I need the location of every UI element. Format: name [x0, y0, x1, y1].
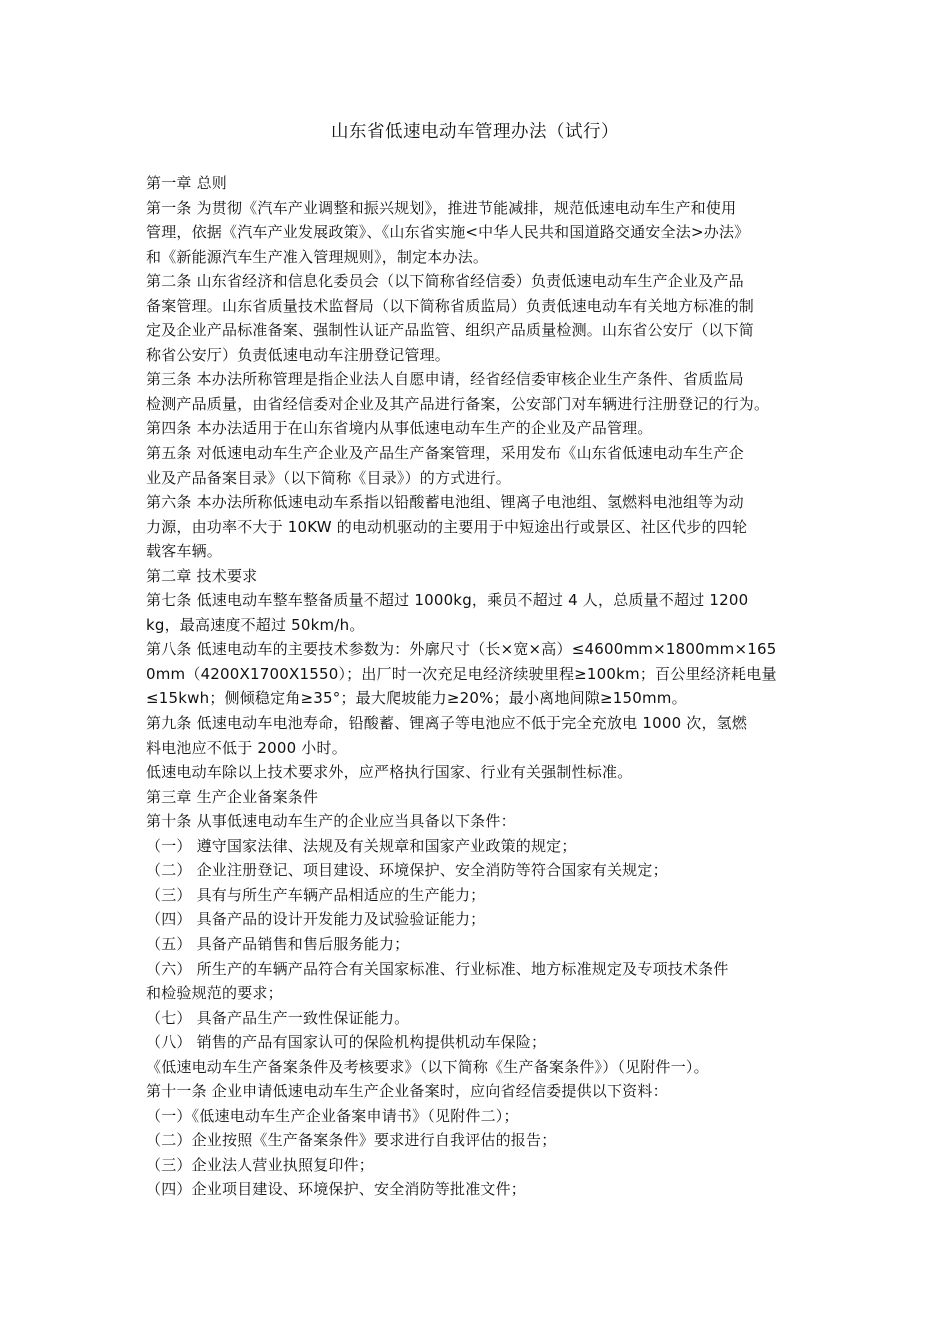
text-line: 力源，由功率不大于 10KW 的电动机驱动的主要用于中短途出行或景区、社区代步的四轮 — [146, 517, 748, 536]
text-line: 第九条 低速电动车电池寿命，铅酸蓄、锂离子等电池应不低于完全充放电 1000 次，氢燃 — [146, 714, 748, 733]
document-body — [146, 171, 810, 1202]
text-line: 定及企业产品标准备案、强制性认证产品监管、组织产品质量检测。山东省公安厅（以下简 — [146, 321, 755, 340]
text-line: ≤15kwh；侧倾稳定角≥35°；最大爬坡能力≥20%；最小离地间隙≥150mm。 — [146, 689, 687, 708]
text-line: 第七条 低速电动车整车整备质量不超过 1000kg，乘员不超过 4 人，总质量不超过 1200 — [146, 591, 749, 610]
text-line: 第一条 为贯彻《汽车产业调整和振兴规划》，推进节能减排，规范低速电动车生产和使用 — [146, 198, 737, 217]
text-line: （三）企业法人营业执照复印件； — [146, 1155, 375, 1174]
text-line: 第三章 生产企业备案条件 — [146, 787, 319, 806]
text-line: （七） 具备产品生产一致性保证能力。 — [146, 1008, 410, 1027]
text-line: 低速电动车除以上技术要求外，应严格执行国家、行业有关强制性标准。 — [146, 763, 633, 782]
text-line: 管理，依据《汽车产业发展政策》、《山东省实施<中华人民共和国道路交通安全法>办法》 — [146, 223, 750, 242]
text-line: 业及产品备案目录》（以下简称《目录》）的方式进行。 — [146, 468, 512, 487]
text-line: 第十条 从事低速电动车生产的企业应当具备以下条件： — [146, 812, 516, 831]
text-line: （四） 具备产品的设计开发能力及试验验证能力； — [146, 910, 486, 929]
text-line: （五） 具备产品销售和售后服务能力； — [146, 934, 410, 953]
text-line: 载客车辆。 — [146, 542, 223, 561]
text-line: kg，最高速度不超过 50km/h。 — [146, 615, 365, 634]
text-line: 第四条 本办法适用于在山东省境内从事低速电动车生产的企业及产品管理。 — [146, 419, 653, 438]
text-line: （四）企业项目建设、环境保护、安全消防等批准文件； — [146, 1180, 527, 1199]
text-line: （三） 具有与所生产车辆产品相适应的生产能力； — [146, 885, 486, 904]
text-line: （二）企业按照《生产备案条件》要求进行自我评估的报告； — [146, 1131, 557, 1150]
text-line: 0mm（4200X1700X1550）；出厂时一次充足电经济续驶里程≥100km；百公里经济耗电量 — [146, 664, 777, 683]
text-line: 第二条 山东省经济和信息化委员会（以下简称省经信委）负责低速电动车生产企业及产品 — [146, 272, 744, 291]
text-line: 第二章 技术要求 — [146, 566, 258, 585]
document-title: 山东省低速电动车管理办法（试行） — [331, 122, 619, 142]
text-line: 和《新能源汽车生产准入管理规则》，制定本办法。 — [146, 247, 489, 266]
text-line: 第三条 本办法所称管理是指企业法人自愿申请，经省经信委审核企业生产条件、省质监局 — [146, 370, 744, 389]
text-line: （一）《低速电动车生产企业备案申请书》（见附件二）； — [146, 1106, 519, 1125]
text-line: （八） 销售的产品有国家认可的保险机构提供机动车保险； — [146, 1033, 547, 1052]
text-line: 第八条 低速电动车的主要技术参数为：外廓尺寸（长×宽×高）≤4600mm×1800mm×165 — [146, 640, 777, 659]
text-line: （一） 遵守国家法律、法规及有关规章和国家产业政策的规定； — [146, 836, 577, 855]
text-line: 第十一条 企业申请低速电动车生产企业备案时，应向省经信委提供以下资料： — [146, 1082, 668, 1101]
text-line: 和检验规范的要求； — [146, 984, 283, 1003]
text-line: （六） 所生产的车辆产品符合有关国家标准、行业标准、地方标准规定及专项技术条件 — [146, 959, 729, 978]
text-line: 《低速电动车生产备案条件及考核要求》（以下简称《生产备案条件》）（见附件一）。 — [146, 1057, 709, 1076]
text-line: 料电池应不低于 2000 小时。 — [146, 738, 347, 757]
text-line: 备案管理。山东省质量技术监督局（以下简称省质监局）负责低速电动车有关地方标准的制 — [146, 296, 755, 315]
text-line: 第六条 本办法所称低速电动车系指以铅酸蓄电池组、锂离子电池组、氢燃料电池组等为动 — [146, 493, 744, 512]
text-line: 第一章 总则 — [146, 174, 227, 192]
text-line: 检测产品质量，由省经信委对企业及其产品进行备案，公安部门对车辆进行注册登记的行为。 — [146, 394, 770, 413]
text-line: （二） 企业注册登记、项目建设、环境保护、安全消防等符合国家有关规定； — [146, 861, 668, 880]
text-line: 第五条 对低速电动车生产企业及产品生产备案管理，采用发布《山东省低速电动车生产企 — [146, 444, 744, 463]
text-line: 称省公安厅）负责低速电动车注册登记管理。 — [146, 345, 451, 364]
